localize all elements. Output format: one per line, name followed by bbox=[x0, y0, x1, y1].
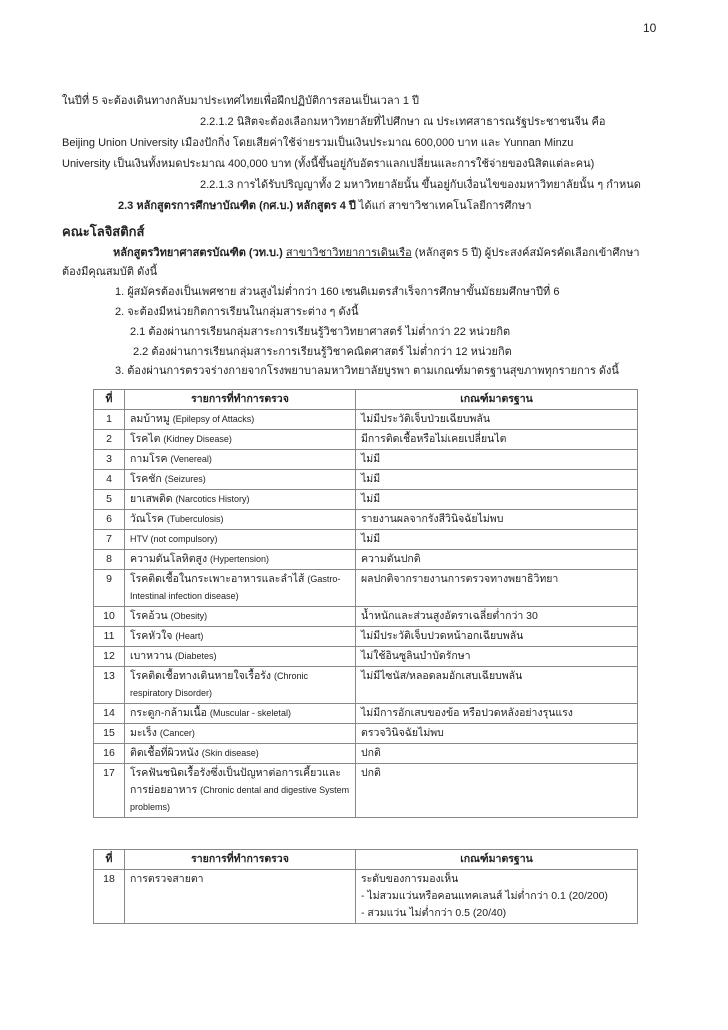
row-item bbox=[125, 570, 356, 607]
row-no bbox=[94, 510, 125, 530]
row-item bbox=[125, 724, 356, 744]
row-criteria bbox=[356, 570, 638, 607]
criteria-text: ไม่มี bbox=[361, 533, 381, 545]
item-thai: ติดเชื้อที่ผิวหนัง bbox=[130, 747, 199, 759]
table-row bbox=[94, 667, 638, 704]
row-no: 18 bbox=[94, 870, 125, 924]
criteria-text: มีการติดเชื้อหรือไม่เคยเปลี่ยนไต bbox=[361, 433, 507, 445]
row-no-text: 2 bbox=[106, 433, 112, 445]
item-thai: ความดันโลหิตสูง bbox=[130, 553, 208, 565]
table-row bbox=[94, 430, 638, 450]
item-english: (Tuberculosis) bbox=[166, 514, 224, 524]
row-criteria bbox=[356, 870, 638, 924]
row-criteria bbox=[356, 724, 638, 744]
requirement-item: 1. ผู้สมัครต้องเป็นเพศชาย ส่วนสูงไม่ต่ำกว่า 160 เซนติเมตรสำเร็จการศึกษาขั้นมัธยมศึกษาปีที่ 6 bbox=[115, 286, 560, 298]
criteria-text: ปกติ bbox=[361, 767, 381, 779]
item-english: (Hypertension) bbox=[210, 554, 270, 564]
item-english: (Narcotics History) bbox=[175, 494, 250, 504]
row-criteria bbox=[356, 510, 638, 530]
item-english: HTV (not compulsory) bbox=[130, 534, 218, 544]
row-item: การตรวจสายตา bbox=[125, 870, 356, 924]
table-header-row bbox=[94, 390, 638, 410]
row-no-text: 8 bbox=[106, 553, 112, 565]
criteria-line: ระดับของการมองเห็น bbox=[361, 873, 459, 885]
criteria-text: รายงานผลจากรังสีวินิจฉัยไม่พบ bbox=[361, 513, 504, 525]
item-english: (Chronic dental and digestive System problems) bbox=[130, 785, 350, 812]
row-no bbox=[94, 430, 125, 450]
row-no-text: 3 bbox=[106, 453, 112, 465]
row-no bbox=[94, 647, 125, 667]
item-thai: โรคติดเชื้อในกระเพาะอาหารและลำไส้ bbox=[130, 573, 305, 585]
row-no bbox=[94, 627, 125, 647]
program-line bbox=[113, 246, 640, 260]
requirement-subitem: 2.1 ต้องผ่านการเรียนกลุ่มสาระการเรียนรู้วิชาวิทยาศาสตร์ ไม่ต่ำกว่า 22 หน่วยกิต bbox=[130, 326, 511, 338]
criteria-text: ไม่มี bbox=[361, 473, 381, 485]
row-item bbox=[125, 704, 356, 724]
row-no-text: 17 bbox=[103, 767, 115, 779]
row-item bbox=[125, 764, 356, 818]
header-no: ที่ bbox=[94, 850, 125, 870]
criteria-text: ปกติ bbox=[361, 747, 381, 759]
criteria-text: ไม่มี bbox=[361, 453, 381, 465]
row-no bbox=[94, 704, 125, 724]
criteria-text: ไม่มีการอักเสบของข้อ หรือปวดหลังอย่างรุนแรง bbox=[361, 707, 573, 719]
paragraph-line: 2.2.1.3 การได้รับปริญญาทั้ง 2 มหาวิทยาลัยนั้น ขึ้นอยู่กับเงื่อนไขของมหาวิทยาลัยนั้น ๆ กำหนด bbox=[200, 179, 641, 191]
page-number: 10 bbox=[643, 21, 657, 35]
section-2-3-text: ได้แก่ สาขาวิชาเทคโนโลยีการศึกษา bbox=[355, 200, 532, 212]
row-no bbox=[94, 530, 125, 550]
table-row bbox=[94, 647, 638, 667]
row-criteria bbox=[356, 667, 638, 704]
paragraph-line: ในปีที่ 5 จะต้องเดินทางกลับมาประเทศไทยเพื่อฝึกปฏิบัติการสอนเป็นเวลา 1 ปี bbox=[62, 95, 420, 107]
row-no bbox=[94, 410, 125, 430]
eye-exam-table bbox=[93, 849, 638, 924]
item-english: (Skin disease) bbox=[201, 748, 259, 758]
item-thai: โรคฟันชนิดเรื้อรังซึ่งเป็นปัญหาต่อการเคี้ยวและการย่อยอาหาร bbox=[130, 767, 341, 796]
item-thai: วัณโรค bbox=[130, 513, 164, 525]
item-english: (Epilepsy of Attacks) bbox=[172, 414, 255, 424]
header-criteria: เกณฑ์มาตรฐาน bbox=[356, 390, 638, 410]
item-english: (Chronic respiratory Disorder) bbox=[130, 671, 308, 698]
row-no-text: 16 bbox=[103, 747, 115, 759]
table-row bbox=[94, 570, 638, 607]
row-no-text: 9 bbox=[106, 573, 112, 585]
row-criteria bbox=[356, 550, 638, 570]
row-no bbox=[94, 490, 125, 510]
row-criteria bbox=[356, 530, 638, 550]
row-item bbox=[125, 450, 356, 470]
row-criteria bbox=[356, 647, 638, 667]
row-item bbox=[125, 410, 356, 430]
table-row bbox=[94, 550, 638, 570]
item-english: (Seizures) bbox=[164, 474, 206, 484]
requirement-item: 3. ต้องผ่านการตรวจร่างกายจากโรงพยาบาลมหาวิทยาลัยบูรพา ตามเกณฑ์มาตรฐานสุขภาพทุกรายการ ดังนี้ bbox=[115, 365, 619, 377]
program-major: สาขาวิชาวิทยาการเดินเรือ bbox=[285, 247, 412, 259]
table-row bbox=[94, 627, 638, 647]
program-line-2: ต้องมีคุณสมบัติ ดังนี้ bbox=[62, 266, 158, 278]
row-criteria bbox=[356, 490, 638, 510]
row-item bbox=[125, 667, 356, 704]
header-item: รายการที่ทำการตรวจ bbox=[125, 850, 356, 870]
criteria-text: ผลปกติจากรายงานการตรวจทางพยาธิวิทยา bbox=[361, 573, 559, 585]
row-item bbox=[125, 430, 356, 450]
table-row bbox=[94, 744, 638, 764]
header-criteria: เกณฑ์มาตรฐาน bbox=[356, 850, 638, 870]
paragraph-line: University เป็นเงินทั้งหมดประมาณ 400,000 บาท (ทั้งนี้ขึ้นอยู่กับอัตราแลกเปลี่ยนและการใช้จ่ายของนิสิตแต่ละคน) bbox=[62, 158, 595, 170]
item-english: (Kidney Disease) bbox=[163, 434, 232, 444]
item-english: (Gastro-Intestinal infection disease) bbox=[130, 574, 341, 601]
table-row bbox=[94, 490, 638, 510]
criteria-text: น้ำหนักและส่วนสูงอัตราเฉลี่ยต่ำกว่า 30 bbox=[361, 610, 538, 622]
row-no-text: 12 bbox=[103, 650, 115, 662]
section-2-3-line bbox=[118, 199, 532, 213]
criteria-text: ตรวจวินิจฉัยไม่พบ bbox=[361, 727, 444, 739]
row-item bbox=[125, 470, 356, 490]
item-thai: เบาหวาน bbox=[130, 650, 173, 662]
row-item bbox=[125, 647, 356, 667]
criteria-text: ไม่ใช้อินซูลินบำบัดรักษา bbox=[361, 650, 471, 662]
row-no bbox=[94, 744, 125, 764]
row-no-text: 11 bbox=[103, 630, 115, 642]
row-criteria bbox=[356, 627, 638, 647]
paragraph-line: 2.2.1.2 นิสิตจะต้องเลือกมหาวิทยาลัยที่ไปศึกษา ณ ประเทศสาธารณรัฐประชาชนจีน คือ bbox=[200, 116, 606, 128]
table-row bbox=[94, 410, 638, 430]
row-criteria bbox=[356, 744, 638, 764]
table-row bbox=[94, 510, 638, 530]
row-item bbox=[125, 550, 356, 570]
criteria-line: - สวมแว่น ไม่ต่ำกว่า 0.5 (20/40) bbox=[361, 907, 507, 919]
program-text: (หลักสูตร 5 ปี) ผู้ประสงค์สมัครคัดเลือกเข้าศึกษา bbox=[411, 247, 640, 259]
criteria-line: - ไม่สวมแว่นหรือคอนแทคเลนส์ ไม่ต่ำกว่า 0.1 (20/200) bbox=[361, 890, 608, 902]
row-criteria bbox=[356, 410, 638, 430]
item-thai: ยาเสพติด bbox=[130, 493, 173, 505]
requirement-subitem: 2.2 ต้องผ่านการเรียนกลุ่มสาระการเรียนรู้วิชาคณิตศาสตร์ ไม่ต่ำกว่า 12 หน่วยกิต bbox=[133, 346, 512, 358]
header-item: รายการที่ทำการตรวจ bbox=[125, 390, 356, 410]
row-no bbox=[94, 607, 125, 627]
row-item bbox=[125, 744, 356, 764]
row-no-text: 10 bbox=[103, 610, 115, 622]
faculty-heading: คณะโลจิสติกส์ bbox=[62, 224, 145, 239]
criteria-text: ไม่มีประวัติเจ็บปวดหน้าอกเฉียบพลัน bbox=[361, 630, 524, 642]
table-row bbox=[94, 530, 638, 550]
item-thai: โรคหัวใจ bbox=[130, 630, 173, 642]
row-no-text: 15 bbox=[103, 727, 115, 739]
row-item bbox=[125, 530, 356, 550]
row-criteria bbox=[356, 430, 638, 450]
row-no-text: 1 bbox=[106, 413, 112, 425]
row-criteria bbox=[356, 470, 638, 490]
item-english: (Diabetes) bbox=[174, 651, 217, 661]
item-thai: โรคชัก bbox=[130, 473, 162, 485]
header-no: ที่ bbox=[94, 390, 125, 410]
criteria-text: ไม่มีไซนัส/หลอดลมอักเสบเฉียบพลัน bbox=[361, 670, 523, 682]
row-item bbox=[125, 627, 356, 647]
item-thai: กามโรค bbox=[130, 453, 168, 465]
row-item bbox=[125, 607, 356, 627]
paragraph-line: Beijing Union University เมืองปักกิ่ง โดยเสียค่าใช้จ่ายรวมเป็นเงินประมาณ 600,000 บาท และ Yunnan Minzu bbox=[62, 137, 574, 149]
criteria-text: ไม่มีประวัติเจ็บป่วยเฉียบพลัน bbox=[361, 413, 490, 425]
criteria-text: ความดันปกติ bbox=[361, 553, 421, 565]
table-row bbox=[94, 450, 638, 470]
row-item bbox=[125, 490, 356, 510]
row-no bbox=[94, 764, 125, 818]
item-thai: โรคอ้วน bbox=[130, 610, 168, 622]
section-2-3-title: 2.3 หลักสูตรการศึกษาบัณฑิต (กศ.บ.) หลักสูตร 4 ปี bbox=[118, 200, 356, 212]
table-row bbox=[94, 704, 638, 724]
item-thai: ลมบ้าหมู bbox=[130, 413, 170, 425]
row-no bbox=[94, 724, 125, 744]
item-english: (Muscular - skeletal) bbox=[209, 708, 291, 718]
item-thai: มะเร็ง bbox=[130, 727, 157, 739]
row-no-text: 14 bbox=[103, 707, 115, 719]
row-no bbox=[94, 450, 125, 470]
requirement-item: 2. จะต้องมีหน่วยกิตการเรียนในกลุ่มสาระต่าง ๆ ดังนี้ bbox=[115, 306, 359, 318]
row-no-text: 13 bbox=[103, 670, 115, 682]
row-no bbox=[94, 667, 125, 704]
row-no-text: 7 bbox=[106, 533, 112, 545]
row-no bbox=[94, 470, 125, 490]
row-item bbox=[125, 510, 356, 530]
row-no bbox=[94, 550, 125, 570]
row-criteria bbox=[356, 607, 638, 627]
item-english: (Cancer) bbox=[159, 728, 195, 738]
row-no-text: 6 bbox=[106, 513, 112, 525]
row-criteria bbox=[356, 450, 638, 470]
item-english: (Heart) bbox=[175, 631, 204, 641]
table-header-row bbox=[94, 850, 638, 870]
item-english: (Venereal) bbox=[170, 454, 212, 464]
row-no-text: 5 bbox=[106, 493, 112, 505]
row-no-text: 4 bbox=[106, 473, 112, 485]
table-row bbox=[94, 607, 638, 627]
item-thai: กระดูก-กล้ามเนื้อ bbox=[130, 707, 207, 719]
row-criteria bbox=[356, 704, 638, 724]
row-criteria bbox=[356, 764, 638, 818]
row-no bbox=[94, 570, 125, 607]
item-thai: โรคไต bbox=[130, 433, 161, 445]
item-thai: โรคติดเชื้อทางเดินหายใจเรื้อรัง bbox=[130, 670, 272, 682]
table-row bbox=[94, 764, 638, 818]
program-title: หลักสูตรวิทยาศาสตรบัณฑิต (วท.บ.) bbox=[113, 247, 283, 259]
health-criteria-table bbox=[93, 389, 638, 818]
table-row bbox=[94, 870, 638, 924]
table-row bbox=[94, 470, 638, 490]
criteria-text: ไม่มี bbox=[361, 493, 381, 505]
item-english: (Obesity) bbox=[170, 611, 208, 621]
table-row bbox=[94, 724, 638, 744]
